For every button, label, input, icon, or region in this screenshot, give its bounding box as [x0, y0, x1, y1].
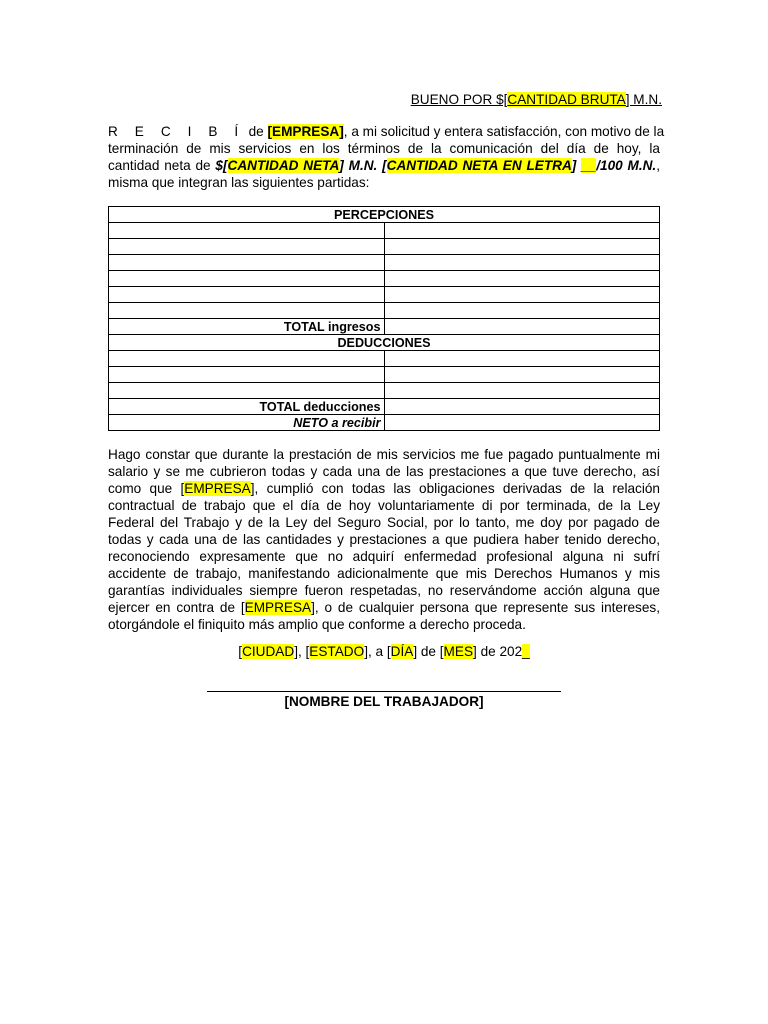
mn-bracket: ] M.N. [ — [339, 158, 387, 173]
neto-value — [384, 415, 660, 431]
table-row — [109, 415, 660, 431]
table-cell — [109, 351, 385, 367]
deducciones-header: DEDUCCIONES — [109, 335, 660, 351]
cantidad-neta-field: CANTIDAD NETA — [227, 158, 340, 173]
intro-line-3 — [108, 157, 660, 174]
recibi-word: R E C I B Í — [108, 124, 245, 139]
lugar-sep-4: ] de 202 — [473, 644, 523, 659]
lugar-sep-3: ] de [ — [413, 644, 444, 659]
intro-line-3-prefix: cantidad neta de — [108, 158, 216, 173]
percepciones-header: PERCEPCIONES — [109, 207, 660, 223]
nombre-trabajador-field: [NOMBRE DEL TRABAJADOR] — [284, 694, 484, 709]
empresa-field: [EMPRESA] — [267, 124, 344, 139]
table-cell — [109, 303, 385, 319]
empresa-field-2: EMPRESA — [184, 481, 251, 496]
empresa-field-3: EMPRESA — [244, 600, 312, 615]
table-row — [109, 367, 660, 383]
table-cell — [109, 255, 385, 271]
total-deducciones-label: TOTAL deducciones — [109, 399, 385, 415]
table-row — [109, 319, 660, 335]
body-line-10-prefix: ejercer en contra de [ — [108, 600, 245, 615]
table-cell — [384, 351, 660, 367]
intro-line-4: misma que integran las siguientes partidas: — [108, 175, 370, 190]
table-cell — [109, 271, 385, 287]
ciudad-field: CIUDAD — [242, 644, 295, 659]
intro-line-1-rest: , a mi solicitud y entera satisfacción, con motivo de la — [343, 124, 665, 139]
table-cell — [109, 287, 385, 303]
table-row — [109, 399, 660, 415]
bueno-prefix: BUENO POR $[ — [410, 92, 508, 107]
lugar-fecha-line — [0, 643, 768, 660]
lugar-sep-1: ], [ — [294, 644, 310, 659]
table-cell — [384, 367, 660, 383]
mes-field: MES — [443, 644, 474, 659]
bueno-suffix: ] M.N. — [625, 92, 662, 107]
body-line-3 — [108, 480, 660, 497]
centavos-field: __ — [581, 158, 597, 173]
table-row — [109, 207, 660, 223]
table-cell — [384, 303, 660, 319]
close-bracket: ] — [571, 158, 582, 173]
body-line-5: Federal del Trabajo y de la Ley del Seguro Social, por lo tanto, me doy por pagado de — [108, 515, 660, 530]
body-line-3-rest: ], cumplió con todas las obligaciones derivadas de la relación — [250, 481, 660, 496]
table-cell — [384, 255, 660, 271]
body-line-11: otorgándole el finiquito más amplio que conforme a derecho proceda. — [108, 617, 526, 632]
lugar-sep-2: ], a [ — [364, 644, 391, 659]
body-line-9: garantías individuales siempre fueron respetadas, no reservándome acción alguna que — [108, 583, 660, 598]
table-row — [109, 223, 660, 239]
estado-field: ESTADO — [309, 644, 365, 659]
neto-label: NETO a recibir — [109, 415, 385, 431]
bueno-por-line — [411, 92, 662, 108]
table-row — [109, 303, 660, 319]
lugar-open: [ — [238, 644, 243, 659]
cantidad-bruta-field: CANTIDAD BRUTA — [507, 92, 626, 107]
table-cell — [109, 367, 385, 383]
body-line-3-prefix: como que [ — [108, 481, 185, 496]
total-deducciones-value — [384, 399, 660, 415]
table-cell — [109, 239, 385, 255]
table-row — [109, 383, 660, 399]
intro-line-1 — [108, 123, 665, 140]
table-cell — [384, 383, 660, 399]
table-row — [109, 335, 660, 351]
table-cell — [109, 383, 385, 399]
body-line-10 — [108, 599, 660, 616]
body-line-4: contractual de trabajo que el día de hoy voluntariamente di por terminada, de la Ley — [108, 498, 660, 513]
body-line-1: Hago constar que durante la prestación de mis servicios me fue pagado puntualmente mi — [108, 447, 660, 462]
table-cell — [384, 271, 660, 287]
intro-comma: , — [656, 158, 660, 173]
signature-line — [207, 691, 561, 692]
body-line-6: todas y cada una de las cantidades y prestaciones a que pudiera haber tenido derecho, — [108, 532, 660, 547]
body-line-7: reconociendo expresamente que no adquirí enfermedad profesional alguna ni sufrí — [108, 549, 660, 564]
anio-field: _ — [522, 644, 530, 659]
intro-paragraph — [108, 123, 665, 191]
table-cell — [384, 223, 660, 239]
table-row — [109, 239, 660, 255]
partidas-table — [108, 206, 660, 431]
body-line-8: accidente de trabajo, manifestando adicionalmente que mis Derechos Humanos y mis — [108, 566, 660, 581]
table-cell — [384, 287, 660, 303]
total-ingresos-value — [384, 319, 660, 335]
body-line-2: salario y se me cubrieron todas y cada una de las prestaciones a que tuve derecho, así — [108, 464, 660, 479]
intro-line-2: terminación de mis servicios en los términos de la comunicación del día de hoy, la — [108, 141, 660, 156]
body-line-10-rest: ], o de cualquier persona que represente sus intereses, — [311, 600, 660, 615]
table-cell — [384, 239, 660, 255]
constancia-paragraph — [108, 446, 660, 633]
dia-field: DÍA — [390, 644, 414, 659]
intro-de: de — [244, 124, 268, 139]
table-row — [109, 255, 660, 271]
table-row — [109, 351, 660, 367]
total-ingresos-label: TOTAL ingresos — [109, 319, 385, 335]
cantidad-neta-letra-field: CANTIDAD NETA EN LETRA — [386, 158, 572, 173]
table-row — [109, 287, 660, 303]
cien-mn: /100 M.N. — [596, 158, 657, 173]
table-row — [109, 271, 660, 287]
dollar-bracket: $[ — [215, 158, 228, 173]
table-cell — [109, 223, 385, 239]
